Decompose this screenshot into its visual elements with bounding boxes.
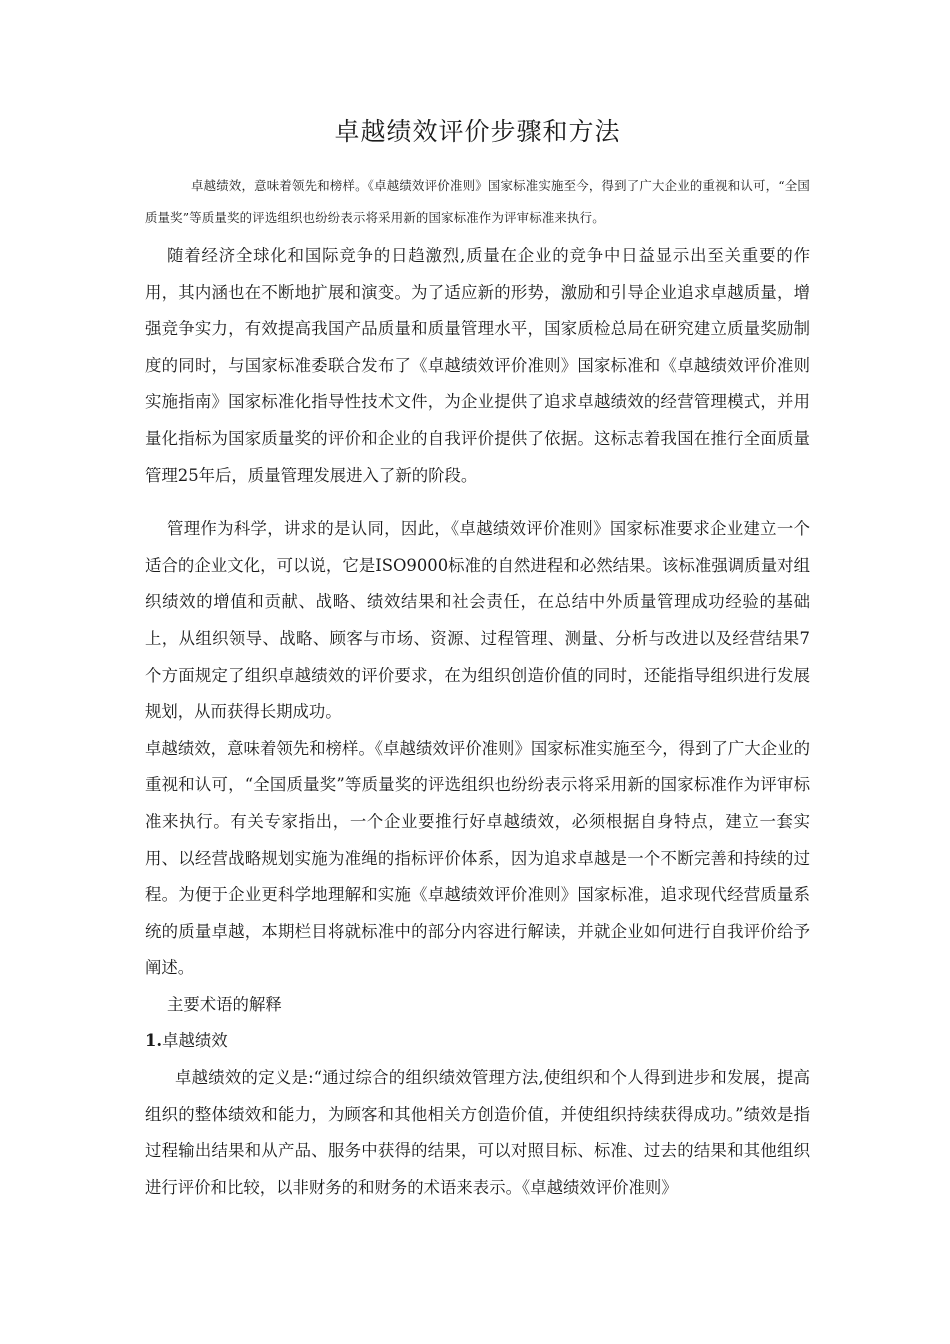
section-heading: 主要术语的解释 bbox=[167, 994, 282, 1014]
subsection-number: 1. bbox=[145, 1031, 163, 1051]
body-paragraph-4: 卓越绩效的定义是:“通过综合的组织绩效管理方法,使组织和个人得到进步和发展，提高组织的整体绩效和能力，为顾客和其他相关方创造价值，并使组织持续获得成功。”绩效是指过程输出结果和从产品、服务中获得的结果，可以对照目标、标准、过去的结果和其他组织进行评价和比较，以非财务的和财务的术语来表示。《卓越绩效评价准则》 bbox=[145, 1068, 810, 1197]
document-title: 卓越绩效评价步骤和方法 bbox=[334, 117, 621, 146]
body-paragraph-2: 管理作为科学，讲求的是认同，因此，《卓越绩效评价准则》国家标准要求企业建立一个适合的企业文化，可以说，它是ISO9000标准的自然进程和必然结果。该标准强调质量对组织绩效的增值和贡献、战略、绩效结果和社会责任，在总结中外质量管理成功经验的基础上，从组织领导、战略、顾客与市场、资源、过程管理、测量、分析与改进以及经营结果7个方面规定了组织卓越绩效的评价要求，在为组织创造价值的同时，还能指导组织进行发展规划，从而获得长期成功。 bbox=[145, 519, 810, 722]
intro-paragraph: 卓越绩效，意味着领先和榜样。《卓越绩效评价准则》国家标准实施至今，得到了广大企业的重视和认可，“全国质量奖”等质量奖的评选组织也纷纷表示将采用新的国家标准作为评审标准来执行。 bbox=[145, 178, 810, 225]
subsection-title: 卓越绩效 bbox=[162, 1031, 228, 1051]
subsection-heading bbox=[145, 1023, 810, 1060]
body-paragraph-3: 卓越绩效，意味着领先和榜样。《卓越绩效评价准则》国家标准实施至今，得到了广大企业的重视和认可，“全国质量奖”等质量奖的评选组织也纷纷表示将采用新的国家标准作为评审标准来执行。有关专家指出，一个企业要推行好卓越绩效，必须根据自身特点，建立一套实用、以经营战略规划实施为准绳的指标评价体系，因为追求卓越是一个不断完善和持续的过程。为便于企业更科学地理解和实施《卓越绩效评价准则》国家标准，追求现代经营质量系统的质量卓越，本期栏目将就标准中的部分内容进行解读，并就企业如何进行自我评价给予阐述。 bbox=[145, 738, 810, 978]
document-page bbox=[145, 112, 810, 1206]
body-paragraph-1: 随着经济全球化和国际竞争的日趋激烈,质量在企业的竞争中日益显示出至关重要的作用，其内涵也在不断地扩展和演变。为了适应新的形势，激励和引导企业追求卓越质量，增强竞争实力，有效提高我国产品质量和质量管理水平，国家质检总局在研究建立质量奖励制度的同时，与国家标准委联合发布了《卓越绩效评价准则》国家标准和《卓越绩效评价准则实施指南》国家标准化指导性技术文件，为企业提供了追求卓越绩效的经营管理模式，并用量化指标为国家质量奖的评价和企业的自我评价提供了依据。这标志着我国在推行全面质量管理25年后，质量管理发展进入了新的阶段。 bbox=[145, 246, 810, 485]
